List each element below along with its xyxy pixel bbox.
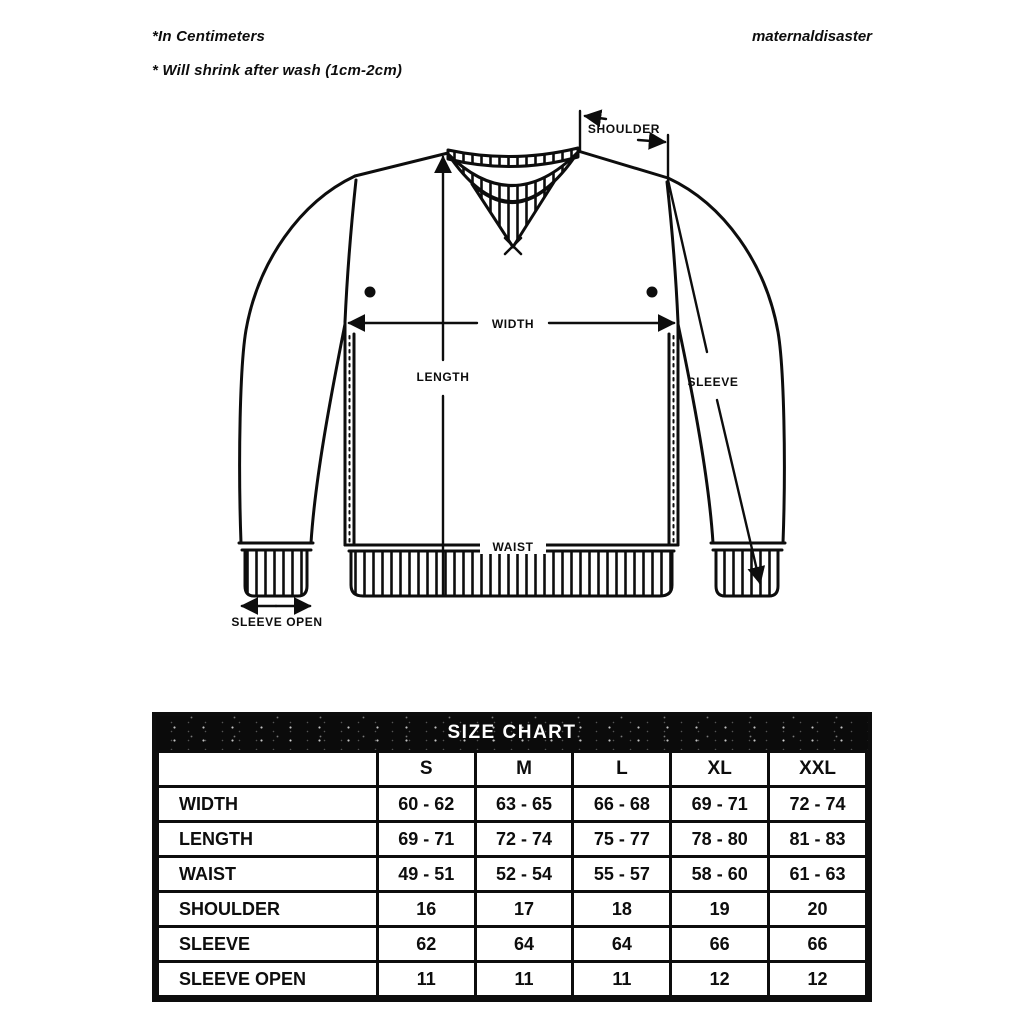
cell-value: 12 xyxy=(769,962,867,997)
size-header-xxl: XXL xyxy=(769,752,867,787)
shoulder-arrow-right xyxy=(638,140,665,142)
size-header-xl: XL xyxy=(671,752,769,787)
cell-value: 66 xyxy=(671,927,769,962)
size-chart-title: SIZE CHART xyxy=(156,716,868,750)
cell-value: 16 xyxy=(377,892,475,927)
size-header-l: L xyxy=(573,752,671,787)
brand-name: maternaldisaster xyxy=(751,28,872,45)
left-shoulder-seam xyxy=(355,153,448,176)
cell-value: 49 - 51 xyxy=(377,857,475,892)
cell-value: 11 xyxy=(377,962,475,997)
size-chart-table xyxy=(152,712,872,1002)
right-cuff-rib xyxy=(716,550,778,596)
cell-value: 61 - 63 xyxy=(769,857,867,892)
right-chest-dot xyxy=(648,288,656,296)
waist-label: WAIST xyxy=(492,540,534,554)
collar-top-rib xyxy=(448,148,578,167)
table-row-length xyxy=(158,822,867,857)
row-label-waist: WAIST xyxy=(158,857,378,892)
shoulder-extension-lines xyxy=(580,111,668,177)
table-row-waist xyxy=(158,857,867,892)
cell-value: 64 xyxy=(573,927,671,962)
cell-value: 81 - 83 xyxy=(769,822,867,857)
table-row-sleeve-open xyxy=(158,962,867,997)
units-note: *In Centimeters xyxy=(152,28,266,45)
right-sleeve-inner-seam xyxy=(678,324,713,543)
cell-value: 52 - 54 xyxy=(475,857,573,892)
left-cuff-rib xyxy=(245,550,307,596)
row-label-length: LENGTH xyxy=(158,822,378,857)
cell-value: 66 - 68 xyxy=(573,787,671,822)
size-header-s: S xyxy=(377,752,475,787)
row-label-sleeve: SLEEVE xyxy=(158,927,378,962)
table-row-shoulder xyxy=(158,892,867,927)
size-header-row xyxy=(158,752,867,787)
sleeve-label: SLEEVE xyxy=(687,375,739,389)
cell-value: 58 - 60 xyxy=(671,857,769,892)
left-armhole-seam xyxy=(345,180,356,322)
waistband-rib xyxy=(351,551,672,596)
cell-value: 18 xyxy=(573,892,671,927)
cell-value: 20 xyxy=(769,892,867,927)
table-row-sleeve xyxy=(158,927,867,962)
cell-value: 11 xyxy=(475,962,573,997)
cell-value: 66 xyxy=(769,927,867,962)
cell-value: 12 xyxy=(671,962,769,997)
right-shoulder-seam xyxy=(578,151,668,178)
width-label: WIDTH xyxy=(491,317,535,331)
cell-value: 19 xyxy=(671,892,769,927)
corner-cell xyxy=(158,752,378,787)
size-header-m: M xyxy=(475,752,573,787)
shrink-note: * Will shrink after wash (1cm-2cm) xyxy=(152,62,403,79)
cell-value: 72 - 74 xyxy=(475,822,573,857)
left-chest-dot xyxy=(366,288,374,296)
cell-value: 63 - 65 xyxy=(475,787,573,822)
cell-value: 60 - 62 xyxy=(377,787,475,822)
cell-value: 64 xyxy=(475,927,573,962)
row-label-width: WIDTH xyxy=(158,787,378,822)
cell-value: 72 - 74 xyxy=(769,787,867,822)
cell-value: 75 - 77 xyxy=(573,822,671,857)
cell-value: 17 xyxy=(475,892,573,927)
length-label: LENGTH xyxy=(416,370,470,384)
shoulder-label: SHOULDER xyxy=(587,122,661,136)
table-row-width xyxy=(158,787,867,822)
left-sleeve-inner-seam xyxy=(311,324,345,543)
cell-value: 11 xyxy=(573,962,671,997)
shoulder-arrow-left xyxy=(585,116,606,119)
cell-value: 69 - 71 xyxy=(377,822,475,857)
row-label-shoulder: SHOULDER xyxy=(158,892,378,927)
cell-value: 78 - 80 xyxy=(671,822,769,857)
cell-value: 69 - 71 xyxy=(671,787,769,822)
sleeve-open-label: SLEEVE OPEN xyxy=(231,615,323,629)
cell-value: 62 xyxy=(377,927,475,962)
cell-value: 55 - 57 xyxy=(573,857,671,892)
row-label-sleeve-open: SLEEVE OPEN xyxy=(158,962,378,997)
